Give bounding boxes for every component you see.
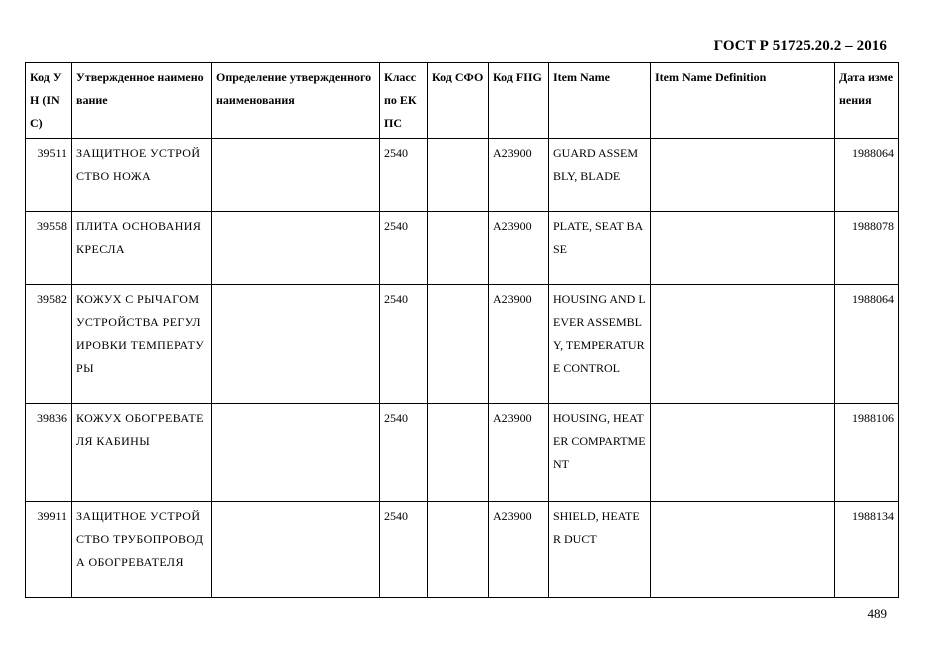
cell-inc: 39582	[26, 285, 72, 404]
cell-date: 1988064	[835, 285, 899, 404]
cell-name-ru: ПЛИТА ОСНОВАНИЯ КРЕСЛА	[72, 212, 212, 285]
cell-inc: 39511	[26, 139, 72, 212]
cell-inc: 39836	[26, 404, 72, 502]
table-row	[26, 212, 899, 285]
cell-fiig: A23900	[489, 212, 549, 285]
col-header-name-ru: Утвержденное наименование	[72, 63, 212, 139]
col-header-fiig: Код FIIG	[489, 63, 549, 139]
cell-date: 1988134	[835, 502, 899, 598]
cell-sfo	[428, 285, 489, 404]
cell-item-name: PLATE, SEAT BASE	[549, 212, 651, 285]
cell-name-ru: ЗАЩИТНОЕ УСТРОЙСТВО НОЖА	[72, 139, 212, 212]
cell-inc: 39558	[26, 212, 72, 285]
cell-sfo	[428, 404, 489, 502]
cell-sfo	[428, 212, 489, 285]
cell-definition	[212, 285, 380, 404]
cell-sfo	[428, 502, 489, 598]
table-row	[26, 404, 899, 502]
cell-definition	[212, 404, 380, 502]
cell-class: 2540	[380, 404, 428, 502]
cell-class: 2540	[380, 285, 428, 404]
col-header-date: Дата изменения	[835, 63, 899, 139]
cell-class: 2540	[380, 139, 428, 212]
cell-item-name: SHIELD, HEATER DUCT	[549, 502, 651, 598]
cell-definition	[212, 502, 380, 598]
cell-item-name: GUARD ASSEMBLY, BLADE	[549, 139, 651, 212]
catalog-table	[25, 62, 899, 598]
col-header-sfo: Код СФО	[428, 63, 489, 139]
cell-fiig: A23900	[489, 285, 549, 404]
cell-name-ru: КОЖУХ ОБОГРЕВАТЕЛЯ КАБИНЫ	[72, 404, 212, 502]
table-row	[26, 139, 899, 212]
cell-definition	[212, 212, 380, 285]
table-row	[26, 285, 899, 404]
cell-name-ru: ЗАЩИТНОЕ УСТРОЙСТВО ТРУБОПРОВОДА ОБОГРЕВАТЕЛЯ	[72, 502, 212, 598]
col-header-class: Класс по ЕКПС	[380, 63, 428, 139]
table-row	[26, 502, 899, 598]
cell-class: 2540	[380, 212, 428, 285]
cell-date: 1988064	[835, 139, 899, 212]
col-header-item-def: Item Name Definition	[651, 63, 835, 139]
cell-item-name: HOUSING, HEATER COMPARTMENT	[549, 404, 651, 502]
cell-item-name: HOUSING AND LEVER ASSEMBLY, TEMPERATURE CONTROL	[549, 285, 651, 404]
cell-item-def	[651, 212, 835, 285]
cell-sfo	[428, 139, 489, 212]
page-number: 489	[867, 606, 887, 621]
table-header-row	[26, 63, 899, 139]
col-header-definition: Определение утвержденного наименования	[212, 63, 380, 139]
cell-definition	[212, 139, 380, 212]
document-header: ГОСТ Р 51725.20.2 – 2016	[713, 38, 887, 54]
cell-item-def	[651, 139, 835, 212]
cell-fiig: A23900	[489, 139, 549, 212]
col-header-inc: Код УН (INC)	[26, 63, 72, 139]
cell-date: 1988078	[835, 212, 899, 285]
cell-class: 2540	[380, 502, 428, 598]
cell-fiig: A23900	[489, 404, 549, 502]
cell-item-def	[651, 285, 835, 404]
cell-date: 1988106	[835, 404, 899, 502]
cell-inc: 39911	[26, 502, 72, 598]
cell-name-ru: КОЖУХ С РЫЧАГОМ УСТРОЙСТВА РЕГУЛИРОВКИ ТЕМПЕРАТУРЫ	[72, 285, 212, 404]
cell-item-def	[651, 404, 835, 502]
cell-fiig: A23900	[489, 502, 549, 598]
cell-item-def	[651, 502, 835, 598]
col-header-item-name: Item Name	[549, 63, 651, 139]
